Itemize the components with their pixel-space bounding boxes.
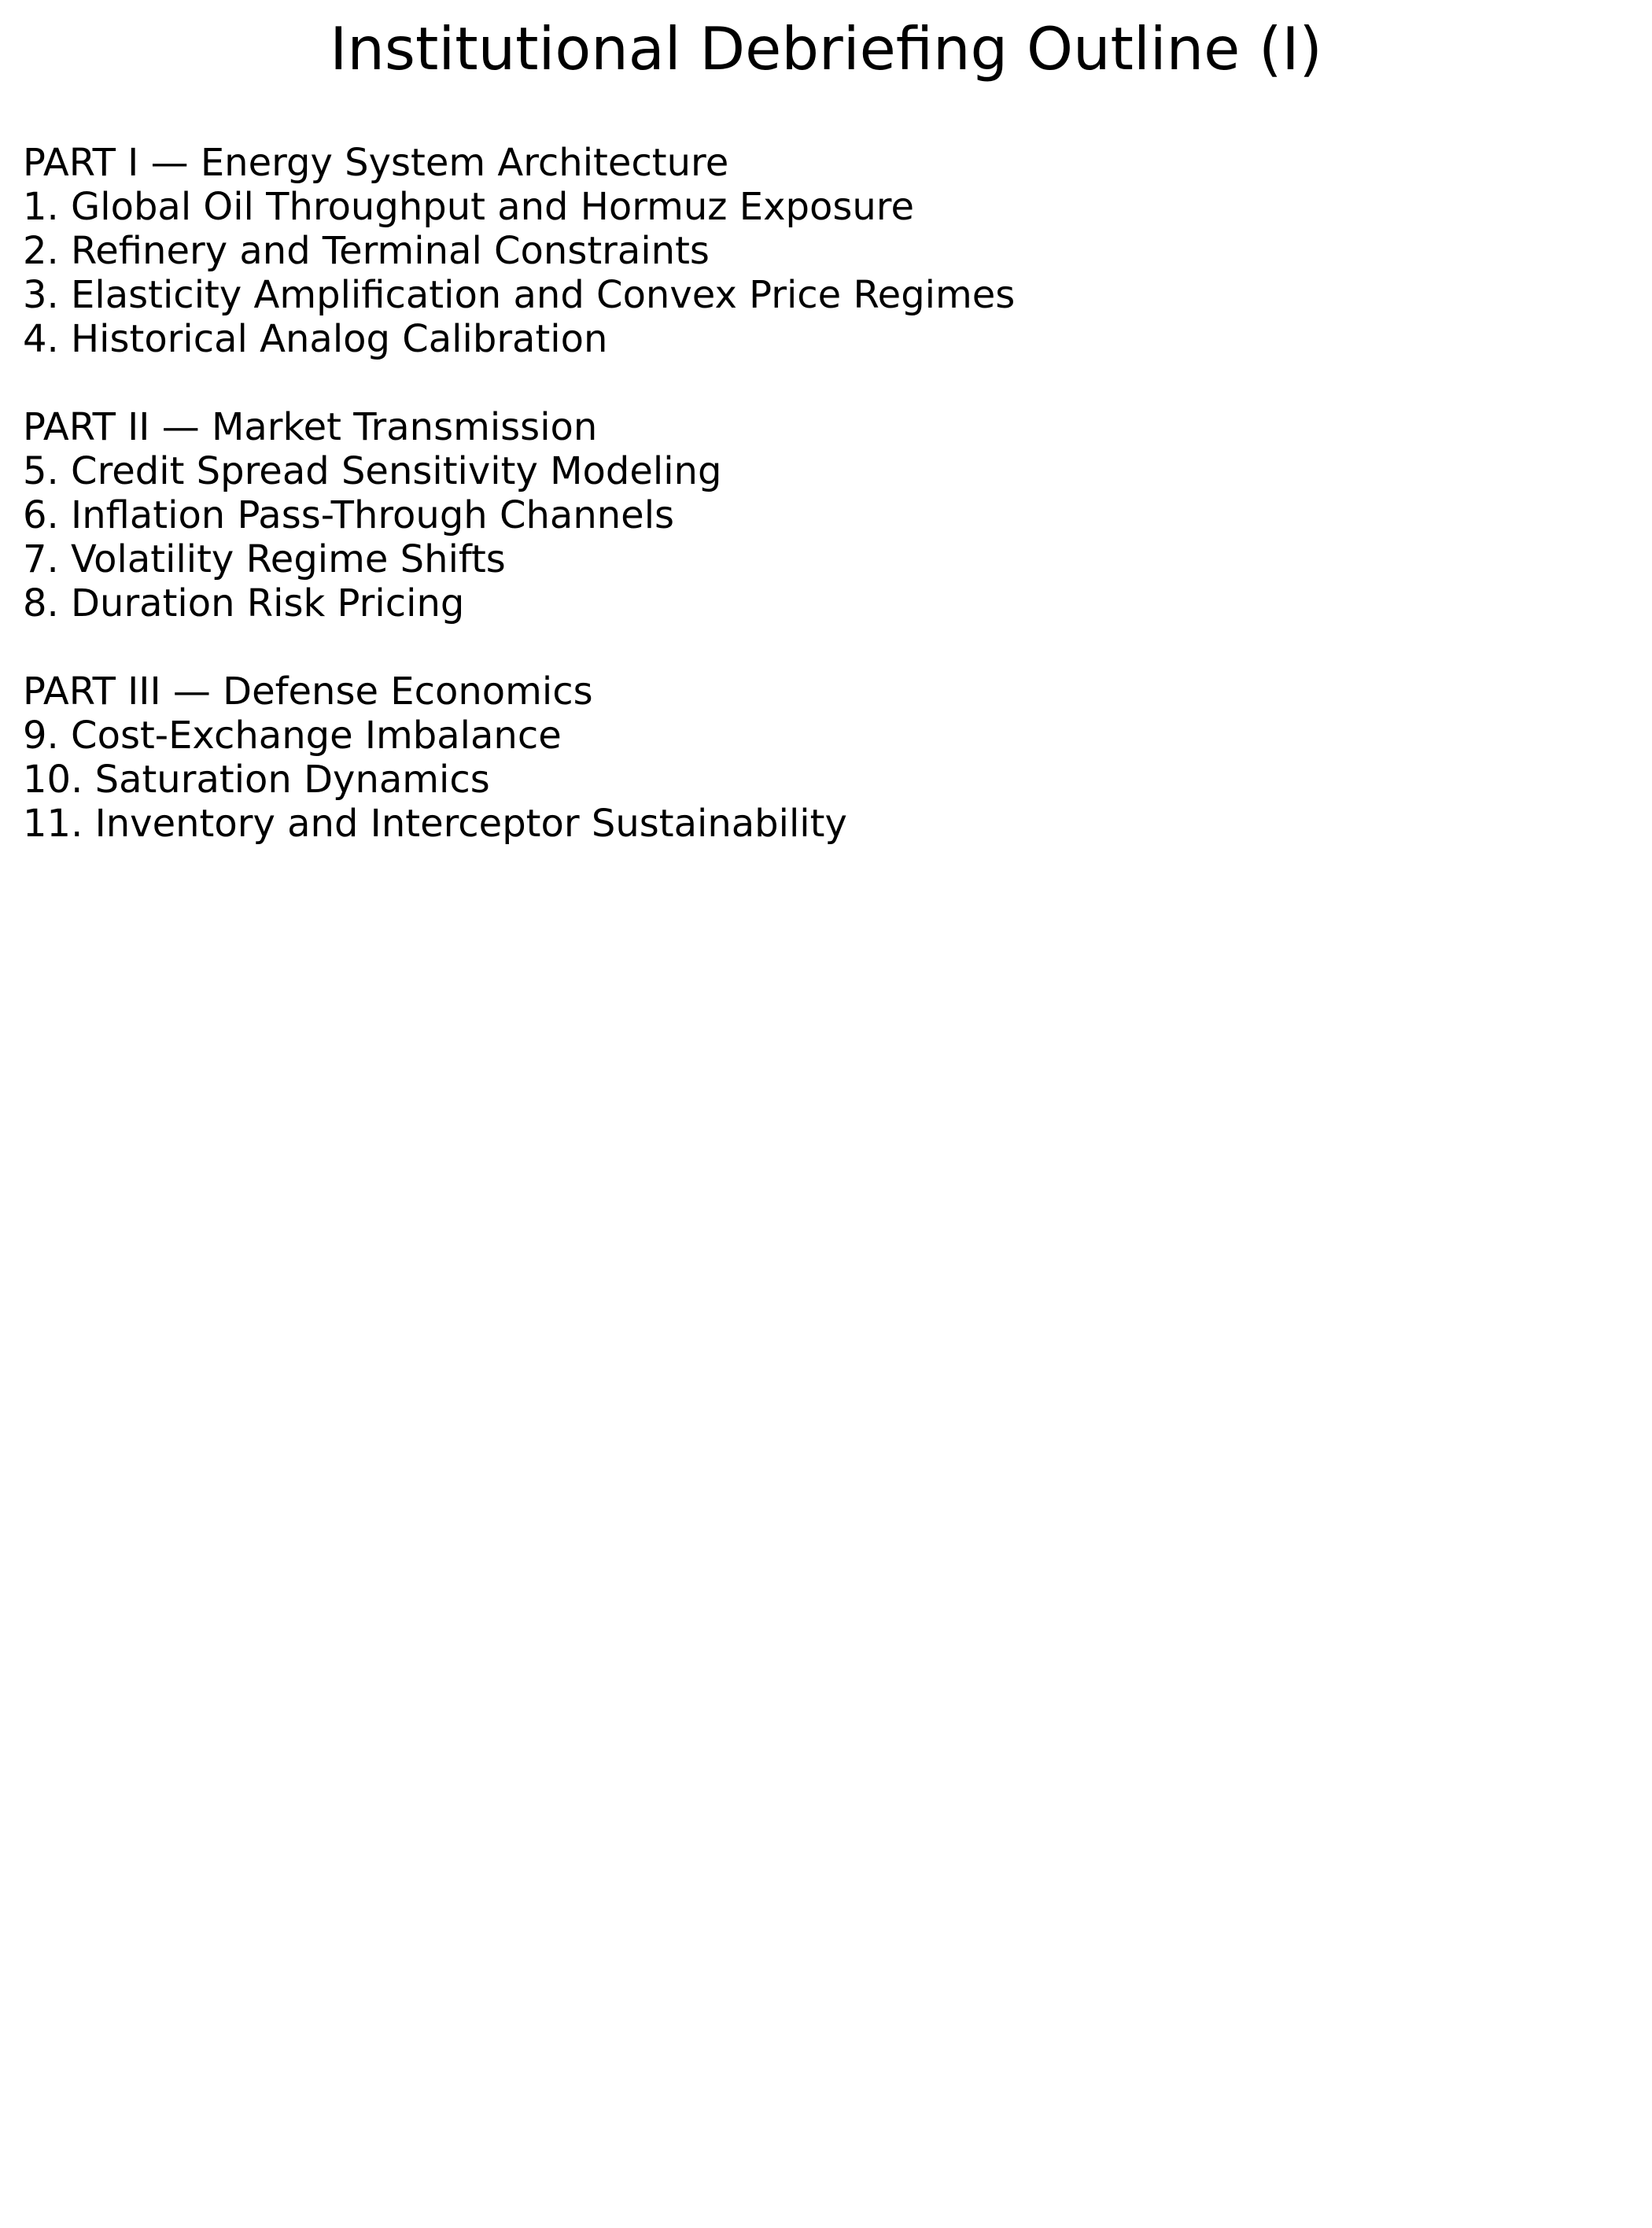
part-item-list [23, 185, 1628, 361]
part-section [23, 141, 1628, 361]
part-section [23, 405, 1628, 625]
outline-item: 2. Refinery and Terminal Constraints [23, 229, 710, 273]
page-title: Institutional Debriefing Outline (I) [330, 14, 1322, 83]
outline-item: 5. Credit Spread Sensitivity Modeling [23, 449, 722, 493]
part-item-list [23, 714, 1628, 846]
outline-item: 11. Inventory and Interceptor Sustainability [23, 802, 847, 846]
part-heading: PART II — Market Transmission [23, 405, 598, 449]
outline-item: 6. Inflation Pass-Through Channels [23, 493, 675, 537]
outline-item: 4. Historical Analog Calibration [23, 317, 608, 361]
part-section [23, 670, 1628, 846]
outline-item: 8. Duration Risk Pricing [23, 581, 465, 625]
outline-item: 9. Cost-Exchange Imbalance [23, 714, 562, 758]
outline-item: 1. Global Oil Throughput and Hormuz Exposure [23, 185, 914, 229]
part-heading: PART I — Energy System Architecture [23, 141, 729, 185]
outline-item: 10. Saturation Dynamics [23, 758, 490, 802]
outline [23, 141, 1628, 890]
part-item-list [23, 449, 1628, 625]
part-heading: PART III — Defense Economics [23, 670, 593, 714]
outline-item: 3. Elasticity Amplification and Convex Price Regimes [23, 273, 1016, 317]
outline-item: 7. Volatility Regime Shifts [23, 537, 506, 581]
